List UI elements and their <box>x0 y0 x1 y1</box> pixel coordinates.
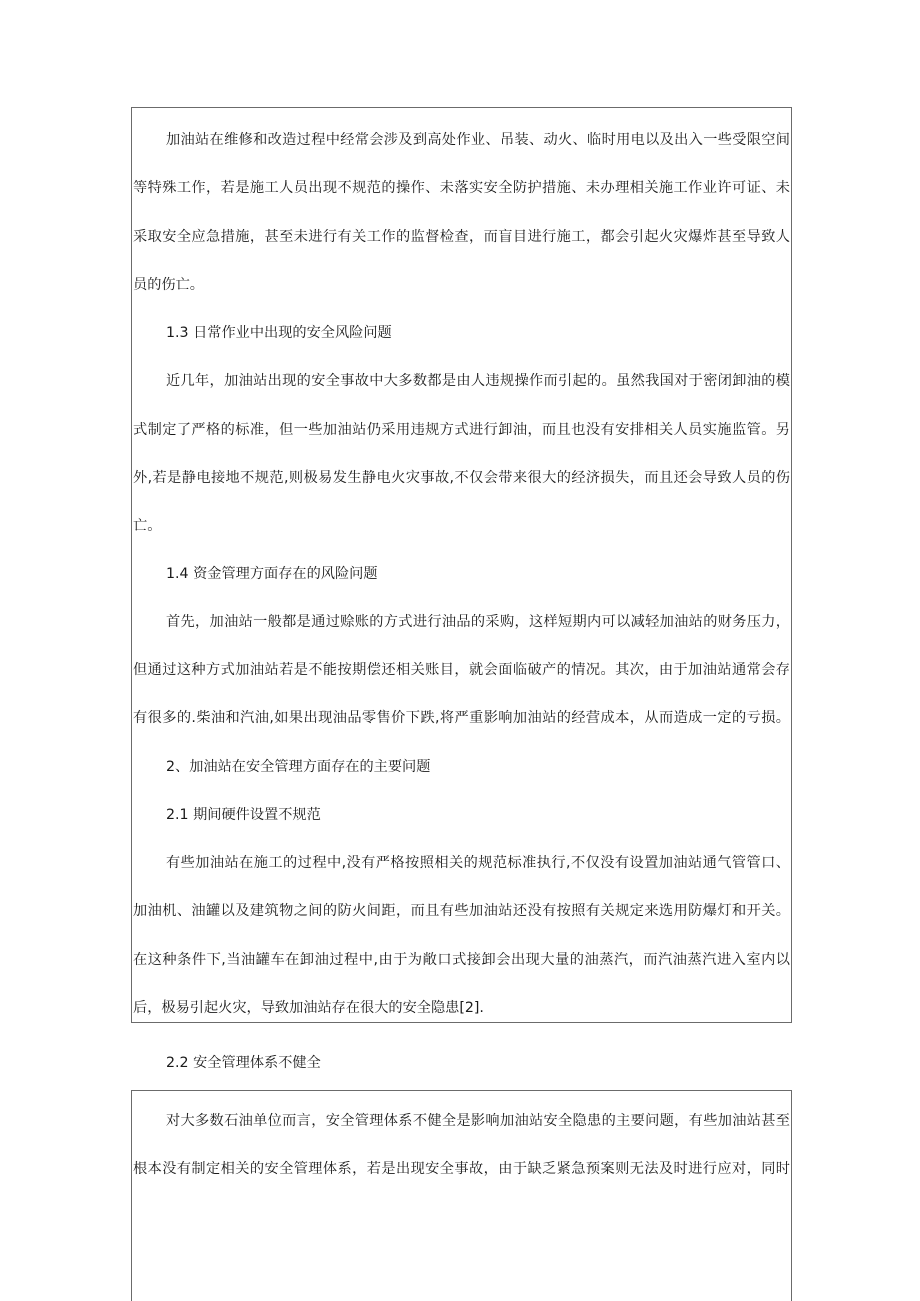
paragraph-line: 有很多的.柴油和汽油,如果出现油品零售价下跌,将严重影响加油站的经营成本，从而造成一定的亏损。 <box>133 710 790 726</box>
paragraph-line: 式制定了严格的标准，但一些加油站仍采用违规方式进行卸油，而且也没有安排相关人员实施监管。另 <box>133 422 790 438</box>
paragraph-line: 外,若是静电接地不规范,则极易发生静电火灾事故,不仅会带来很大的经济损失，而且还会导致人员的伤 <box>133 470 790 486</box>
paragraph-line: 在这种条件下,当油罐车在卸油过程中,由于为敞口式接卸会出现大量的油蒸汽，而汽油蒸汽进入室内以 <box>133 952 790 968</box>
section-heading-2: 2、加油站在安全管理方面存在的主要问题 <box>166 759 431 775</box>
paragraph-line: 有些加油站在施工的过程中,没有严格按照相关的规范标准执行,不仅没有设置加油站通气管管口、 <box>166 855 790 871</box>
section-heading-1-3: 1.3 日常作业中出现的安全风险问题 <box>166 325 392 341</box>
paragraph-line: 根本没有制定相关的安全管理体系，若是出现安全事故，由于缺乏紧急预案则无法及时进行应对，同时 <box>133 1161 790 1177</box>
paragraph-line: 但通过这种方式加油站若是不能按期偿还相关账目，就会面临破产的情况。其次，由于加油站通常会存 <box>133 662 790 678</box>
paragraph-line: 首先，加油站一般都是通过赊账的方式进行油品的采购，这样短期内可以减轻加油站的财务压力， <box>166 614 790 630</box>
paragraph-line: 采取安全应急措施，甚至未进行有关工作的监督检查，而盲目进行施工，都会引起火灾爆炸甚至导致人 <box>133 229 790 245</box>
section-heading-2-1: 2.1 期间硬件设置不规范 <box>166 807 321 823</box>
paragraph-line: 等特殊工作，若是施工人员出现不规范的操作、未落实安全防护措施、未办理相关施工作业许可证、未 <box>133 180 790 196</box>
section-heading-1-4: 1.4 资金管理方面存在的风险问题 <box>166 566 378 582</box>
paragraph-line: 对大多数石油单位而言，安全管理体系不健全是影响加油站安全隐患的主要问题，有些加油站甚至 <box>166 1113 790 1129</box>
paragraph-line: 后，极易引起火灾，导致加油站存在很大的安全隐患[2]. <box>133 1000 484 1016</box>
paragraph-line: 亡。 <box>133 518 162 534</box>
paragraph-line: 加油机、油罐以及建筑物之间的防火间距，而且有些加油站还没有按照有关规定来选用防爆灯和开关。 <box>133 903 790 919</box>
paragraph-line: 员的伤亡。 <box>133 277 204 293</box>
section-heading-2-2: 2.2 安全管理体系不健全 <box>166 1055 321 1071</box>
paragraph-line: 近几年，加油站出现的安全事故中大多数都是由人违规操作而引起的。虽然我国对于密闭卸油的模 <box>166 373 790 389</box>
paragraph-line: 加油站在维修和改造过程中经常会涉及到高处作业、吊装、动火、临时用电以及出入一些受限空间 <box>166 132 790 148</box>
